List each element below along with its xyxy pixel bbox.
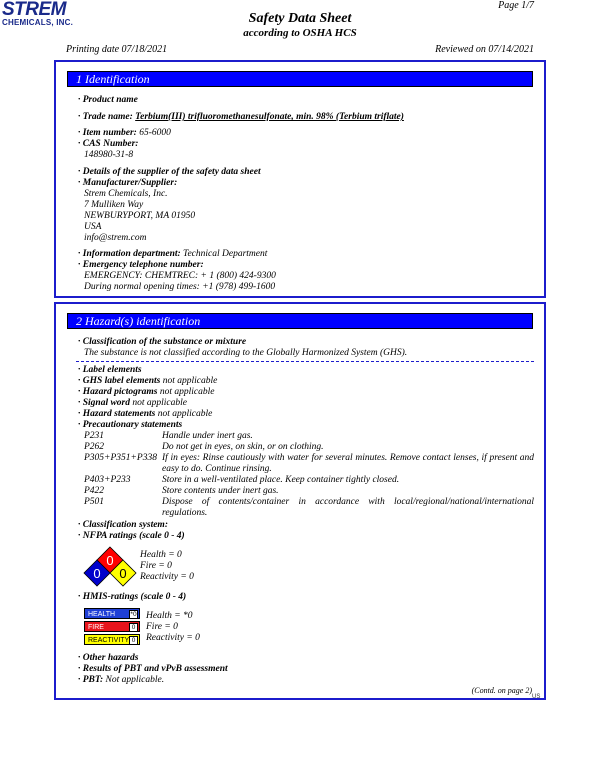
region-code: US	[532, 694, 541, 700]
nfpa-diamond-icon	[82, 546, 138, 588]
precaution-code: P231	[84, 431, 105, 441]
hazard-statements-label: · Hazard statements	[78, 409, 156, 419]
precaution-text: Handle under inert gas.	[162, 431, 253, 441]
supplier-details-label: · Details of the supplier of the safety data sheet	[78, 167, 261, 177]
precaution-code: P422	[84, 486, 105, 496]
precaution-text: If in eyes: Rinse cautiously with water for several minutes. Remove contact lenses, if present and easy to do. Continue rinsing.	[162, 453, 534, 474]
hmis-reactivity-row	[84, 634, 140, 645]
precaution-text: Do not get in eyes, on skin, or on clothing.	[162, 442, 324, 452]
printing-date: Printing date 07/18/2021	[66, 44, 168, 55]
hmis-fire-label: FIRE	[88, 624, 104, 631]
information-department-row	[78, 249, 267, 260]
section-2-box	[54, 302, 546, 700]
ghs-label-row	[78, 376, 217, 387]
reviewed-date: Reviewed on 07/14/2021	[435, 44, 534, 55]
nfpa-health-text: Health = 0	[140, 550, 182, 560]
pbt-value: Not applicable.	[105, 675, 165, 685]
other-hazards-label: · Other hazards	[78, 653, 139, 663]
classification-label: · Classification of the substance or mixture	[78, 337, 247, 347]
product-name-label: · Product name	[78, 95, 138, 105]
hmis-health-value: *0	[130, 611, 137, 618]
hmis-reactivity-label: REACTIVITY	[88, 637, 130, 644]
precaution-code: P403+P233	[84, 475, 131, 485]
ghs-label-value: not applicable	[162, 376, 218, 386]
hmis-fire-value: 0	[129, 623, 138, 632]
nfpa-fire-value: 0	[106, 553, 114, 568]
label-elements-label: · Label elements	[78, 365, 142, 375]
address-line-2: 7 Mulliken Way	[84, 200, 144, 210]
precaution-text: Dispose of contents/container in accordance with local/regional/national/international regulations.	[162, 497, 534, 518]
item-number-value: 65-6000	[139, 128, 171, 138]
nfpa-ratings-label: · NFPA ratings (scale 0 - 4)	[78, 531, 185, 541]
section-divider	[76, 361, 534, 362]
nfpa-reactivity-text: Reactivity = 0	[140, 572, 194, 582]
pbt-label: · PBT:	[78, 675, 104, 685]
trade-name-value: Terbium(III) trifluoromethanesulfonate, min. 98% (Terbium triflate)	[135, 112, 404, 122]
page-number: Page 1/7	[498, 0, 534, 11]
item-number-row	[78, 128, 171, 139]
address-line-3: NEWBURYPORT, MA 01950	[84, 211, 196, 221]
continued-note: (Contd. on page 2)	[471, 686, 532, 695]
emergency-line-1: EMERGENCY: CHEMTREC: + 1 (800) 424-9300	[84, 271, 276, 281]
address-line-1: Strem Chemicals, Inc.	[84, 189, 168, 199]
section-2-title: 2 Hazard(s) identification	[67, 313, 533, 329]
hmis-ratings-label: · HMIS-ratings (scale 0 - 4)	[78, 592, 187, 602]
hmis-health-text: Health = *0	[146, 611, 193, 621]
document-subtitle: according to OSHA HCS	[243, 27, 357, 39]
emergency-line-2: During normal opening times: +1 (978) 499-1600	[84, 282, 276, 292]
hazard-pictograms-value: not applicable	[159, 387, 215, 397]
cas-number-value: 148980-31-8	[84, 150, 134, 160]
pbt-row	[78, 675, 164, 686]
signal-word-label: · Signal word	[78, 398, 131, 408]
address-line-4: USA	[84, 222, 102, 232]
hazard-statements-row	[78, 409, 212, 420]
information-department-label: · Information department:	[78, 249, 181, 259]
logo-line2: CHEMICALS, INC.	[2, 18, 73, 27]
ghs-label-label: · GHS label elements	[78, 376, 161, 386]
hazard-statements-value: not applicable	[157, 409, 213, 419]
emergency-phone-label: · Emergency telephone number:	[78, 260, 204, 270]
hazard-pictograms-label: · Hazard pictograms	[78, 387, 158, 397]
hmis-fire-row	[84, 621, 140, 632]
section-1-box	[54, 60, 546, 298]
logo-line1: STREM	[2, 0, 66, 20]
hazard-pictograms-row	[78, 387, 214, 398]
cas-number-label: · CAS Number:	[78, 139, 139, 149]
nfpa-reactivity-value: 0	[119, 566, 127, 581]
hmis-reactivity-value: 0	[129, 636, 138, 645]
precaution-code: P262	[84, 442, 105, 452]
nfpa-health-value: 0	[93, 566, 101, 581]
classification-text: The substance is not classified according to the Globally Harmonized System (GHS).	[84, 348, 408, 358]
hmis-health-row	[84, 608, 140, 619]
section-1-title: 1 Identification	[67, 71, 533, 87]
information-department-value: Technical Department	[183, 249, 268, 259]
precaution-text: Store in a well-ventilated place. Keep container tightly closed.	[162, 475, 400, 485]
precaution-code: P305+P351+P338	[84, 453, 157, 463]
trade-name-label: · Trade name:	[78, 112, 133, 122]
precautionary-statements-label: · Precautionary statements	[78, 420, 183, 430]
precaution-text: Store contents under inert gas.	[162, 486, 279, 496]
precaution-code: P501	[84, 497, 105, 507]
pbt-results-label: · Results of PBT and vPvB assessment	[78, 664, 228, 674]
signal-word-value: not applicable	[132, 398, 188, 408]
hmis-fire-text: Fire = 0	[146, 622, 178, 632]
signal-word-row	[78, 398, 187, 409]
nfpa-fire-text: Fire = 0	[140, 561, 172, 571]
trade-name-row	[78, 112, 404, 123]
classification-system-label: · Classification system:	[78, 520, 168, 530]
manufacturer-label: · Manufacturer/Supplier:	[78, 178, 178, 188]
hmis-reactivity-text: Reactivity = 0	[146, 633, 200, 643]
supplier-email: info@strem.com	[84, 233, 147, 243]
document-title: Safety Data Sheet	[248, 11, 352, 26]
hmis-health-label: HEALTH	[88, 611, 116, 618]
item-number-label: · Item number:	[78, 128, 137, 138]
